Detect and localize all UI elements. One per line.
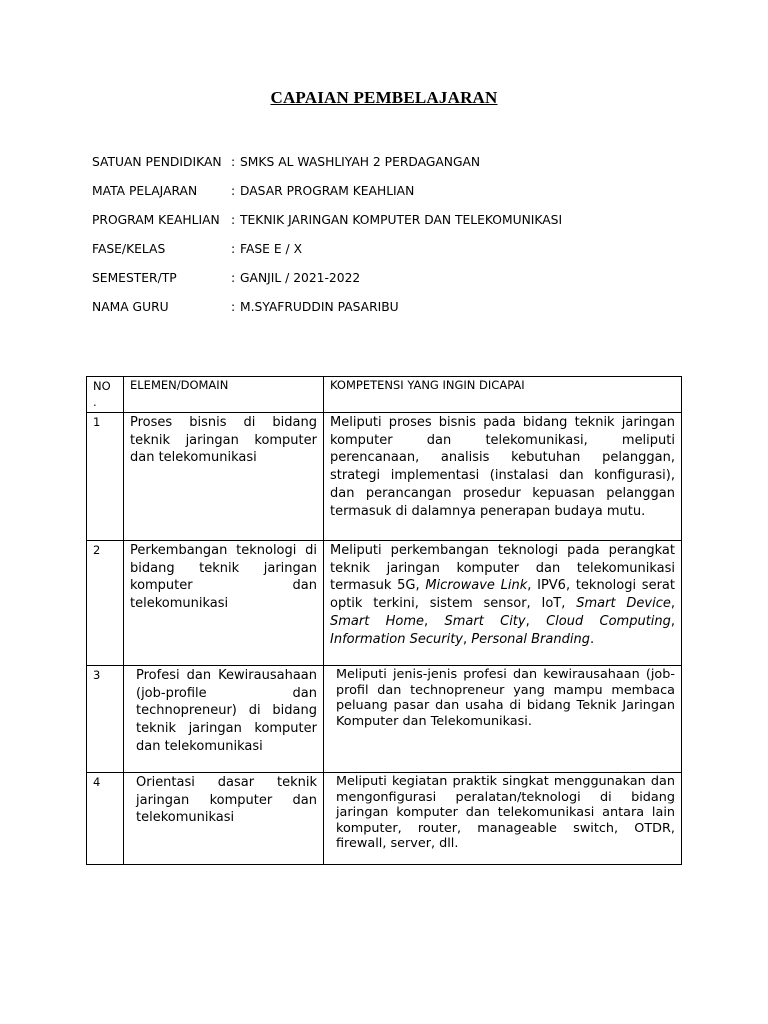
- info-value: DASAR PROGRAM KEAHLIAN: [240, 183, 415, 198]
- info-label: PROGRAM KEAHLIAN: [92, 212, 220, 227]
- competency-text: .: [589, 631, 595, 647]
- row-competency: [324, 541, 682, 666]
- info-label: SATUAN PENDIDIKAN: [92, 154, 222, 169]
- info-colon: :: [231, 270, 236, 285]
- row-number: 3: [87, 666, 124, 773]
- competency-term: Smart City: [444, 613, 526, 629]
- competency-table: [86, 376, 682, 865]
- info-value: GANJIL / 2021-2022: [240, 270, 361, 285]
- row-competency: Meliputi proses bisnis pada bidang teknik jaringan komputer dan telekomunikasi, meliputi perencanaan, analisis kebutuhan pelanggan, strategi implementasi (instalasi dan konfigurasi), dan perancangan prosedur kepuasan pelanggan termasuk di dalamnya penerapan budaya mutu.: [324, 413, 682, 541]
- table-row: [87, 413, 682, 541]
- info-colon: :: [231, 241, 236, 256]
- info-value: M.SYAFRUDDIN PASARIBU: [240, 299, 399, 314]
- info-row-satuan-pendidikan: [92, 147, 562, 176]
- competency-text: Meliputi perkembangan teknologi pada perangkat teknik jaringan komputer dan telekomunikasi termasuk 5G,: [330, 543, 675, 594]
- row-number: 1: [87, 413, 124, 541]
- info-row-fase-kelas: [92, 234, 562, 263]
- row-element: Proses bisnis di bidang teknik jaringan komputer dan telekomunikasi: [124, 413, 324, 541]
- info-label: NAMA GURU: [92, 299, 169, 314]
- info-colon: :: [231, 154, 236, 169]
- header-competency: KOMPETENSI YANG INGIN DICAPAI: [324, 377, 682, 413]
- info-label: MATA PELAJARAN: [92, 183, 198, 198]
- info-row-nama-guru: [92, 292, 562, 321]
- info-block: [92, 147, 562, 321]
- info-row-semester-tp: [92, 263, 562, 292]
- competency-term: Smart Device: [576, 596, 671, 612]
- info-colon: :: [231, 183, 236, 198]
- info-value: FASE E / X: [240, 241, 302, 256]
- competency-term: Cloud Computing: [546, 613, 671, 629]
- table-row: [87, 773, 682, 865]
- row-number: 2: [87, 541, 124, 666]
- table-row: [87, 541, 682, 666]
- row-element: Perkembangan teknologi di bidang teknik jaringan komputer dan telekomunikasi: [124, 541, 324, 666]
- competency-term: Microwave Link: [425, 578, 528, 594]
- competency-text: ,: [463, 631, 472, 647]
- header-no: NO .: [87, 377, 124, 413]
- row-number: 4: [87, 773, 124, 865]
- info-row-mata-pelajaran: [92, 176, 562, 205]
- row-competency: Meliputi kegiatan praktik singkat menggunakan dan mengonfigurasi peralatan/teknologi di bidang jaringan komputer dan telekomunikasi antara lain komputer, router, manageable switch, OTDR, firewall, server, dll.: [324, 773, 682, 865]
- header-element: ELEMEN/DOMAIN: [124, 377, 324, 413]
- competency-text: , IPV6, teknologi serat optik terkini, sistem sensor, IoT,: [330, 578, 675, 612]
- table-row: [87, 666, 682, 773]
- competency-term: Smart Home: [330, 613, 425, 629]
- competency-term: Personal Branding: [471, 631, 590, 647]
- competency-text: ,: [670, 596, 675, 612]
- info-value: SMKS AL WASHLIYAH 2 PERDAGANGAN: [240, 154, 481, 169]
- document-title: CAPAIAN PEMBELAJARAN: [270, 88, 498, 107]
- info-colon: :: [231, 212, 236, 227]
- info-row-program-keahlian: [92, 205, 562, 234]
- row-element: Orientasi dasar teknik jaringan komputer dan telekomunikasi: [124, 773, 324, 865]
- competency-text: ,: [670, 613, 676, 629]
- table-header-row: [87, 377, 682, 413]
- info-value: TEKNIK JARINGAN KOMPUTER DAN TELEKOMUNIKASI: [240, 212, 563, 227]
- competency-term: Information Security: [330, 631, 463, 647]
- competency-text: ,: [525, 613, 547, 629]
- row-competency: Meliputi jenis-jenis profesi dan kewirausahaan (job-profil dan technopreneur yang mampu membaca peluang pasar dan usaha di bidang Teknik Jaringan Komputer dan Telekomunikasi.: [324, 666, 682, 773]
- info-label: SEMESTER/TP: [92, 270, 177, 285]
- competency-text: ,: [424, 613, 445, 629]
- info-colon: :: [231, 299, 236, 314]
- row-element: Profesi dan Kewirausahaan (job-profile dan technopreneur) di bidang teknik jaringan komputer dan telekomunikasi: [124, 666, 324, 773]
- info-label: FASE/KELAS: [92, 241, 166, 256]
